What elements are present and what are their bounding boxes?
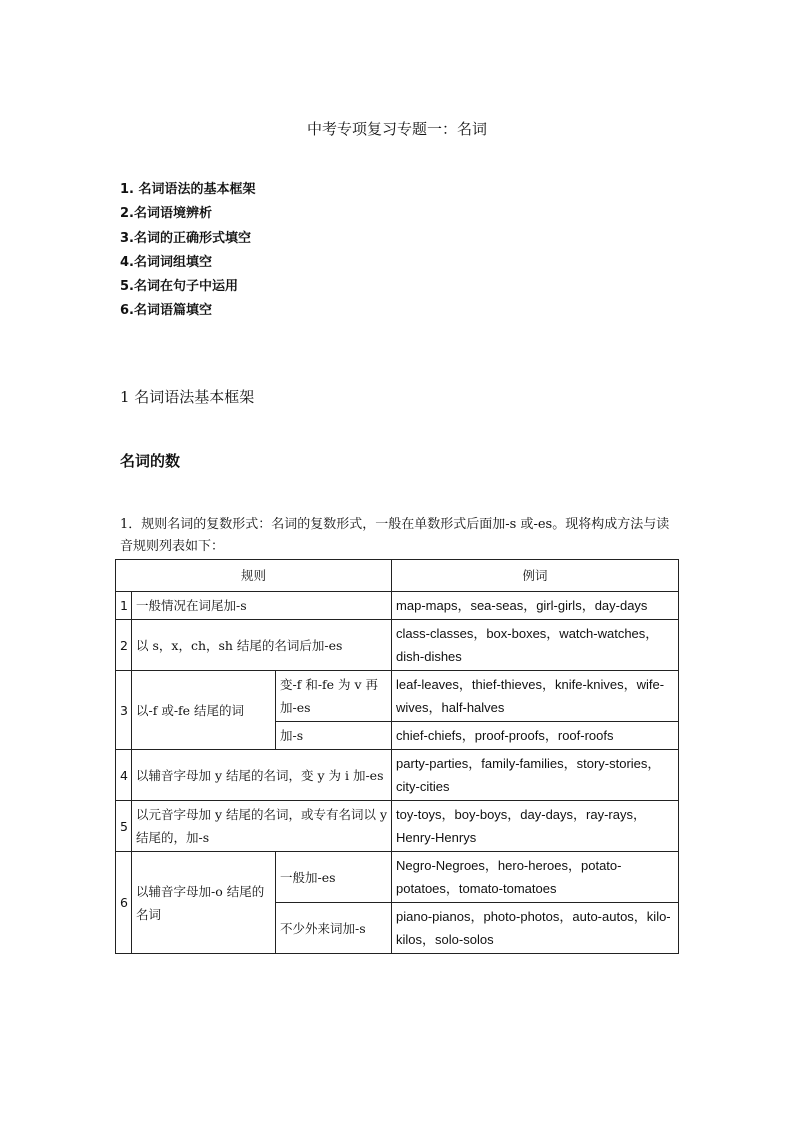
sub-rule-cell: 变-f 和-fe 为 v 再加-es: [276, 671, 392, 722]
plural-rules-table: [115, 559, 679, 954]
rule-cell: 以辅音字母加 y 结尾的名词，变 y 为 i 加-es: [132, 750, 392, 801]
row-number: 1: [116, 592, 132, 620]
sub-rule-cell: 不少外来词加-s: [276, 903, 392, 954]
toc-item: 4.名词词组填空: [120, 254, 212, 270]
row-number: 2: [116, 620, 132, 671]
toc-item: 5.名词在句子中运用: [120, 279, 238, 295]
sub-rule-cell: 一般加-es: [276, 852, 392, 903]
table-row: [116, 671, 679, 722]
toc-item: 3.名词的正确形式填空: [120, 230, 251, 246]
example-cell: piano-pianos，photo-photos，auto-autos，kilo-kilos，solo-solos: [392, 903, 679, 954]
toc-item: 1. 名词语法的基本框架: [120, 182, 256, 197]
example-cell: map-maps，sea-seas，girl-girls，day-days: [392, 592, 679, 620]
page-title: 中考专项复习专题一：名词: [306, 120, 487, 138]
row-number: 3: [116, 671, 132, 750]
row-number: 4: [116, 750, 132, 801]
example-cell: leaf-leaves，thief-thieves，knife-knives，wife-wives，half-halves: [392, 671, 679, 722]
table-row: [116, 592, 679, 620]
toc-item: 6.名词语篇填空: [120, 303, 212, 319]
intro-paragraph: 1．规则名词的复数形式：名词的复数形式，一般在单数形式后面加-s 或-es。现将构成方法与读音规则列表如下：: [120, 517, 670, 554]
table-row: [116, 801, 679, 852]
table-row: [116, 852, 679, 903]
table-row: [116, 750, 679, 801]
rule-cell: 一般情况在词尾加-s: [132, 592, 392, 620]
rule-cell: 以元音字母加 y 结尾的名词，或专有名词以 y 结尾的，加-s: [132, 801, 392, 852]
table-header-row: [116, 560, 679, 592]
rule-cell: 以 s，x，ch，sh 结尾的名词后加-es: [132, 620, 392, 671]
rule-cell: 以-f 或-fe 结尾的词: [132, 671, 276, 750]
section-title: 1 名词语法基本框架: [120, 388, 255, 406]
rule-cell: 以辅音字母加-o 结尾的名词: [132, 852, 276, 954]
table-of-contents: [120, 178, 256, 324]
example-cell: party-parties，family-families，story-stories，city-cities: [392, 750, 679, 801]
toc-item: 2.名词语境辨析: [120, 206, 212, 222]
header-example: 例词: [392, 560, 679, 592]
row-number: 6: [116, 852, 132, 954]
example-cell: Negro-Negroes，hero-heroes，potato-potatoes，tomato-tomatoes: [392, 852, 679, 903]
subheading: 名词的数: [120, 452, 181, 470]
example-cell: class-classes，box-boxes，watch-watches，dish-dishes: [392, 620, 679, 671]
example-cell: chief-chiefs，proof-proofs，roof-roofs: [392, 722, 679, 750]
table-row: [116, 620, 679, 671]
sub-rule-cell: 加-s: [276, 722, 392, 750]
row-number: 5: [116, 801, 132, 852]
example-cell: toy-toys，boy-boys，day-days，ray-rays，Henry-Henrys: [392, 801, 679, 852]
header-rule: 规则: [116, 560, 392, 592]
